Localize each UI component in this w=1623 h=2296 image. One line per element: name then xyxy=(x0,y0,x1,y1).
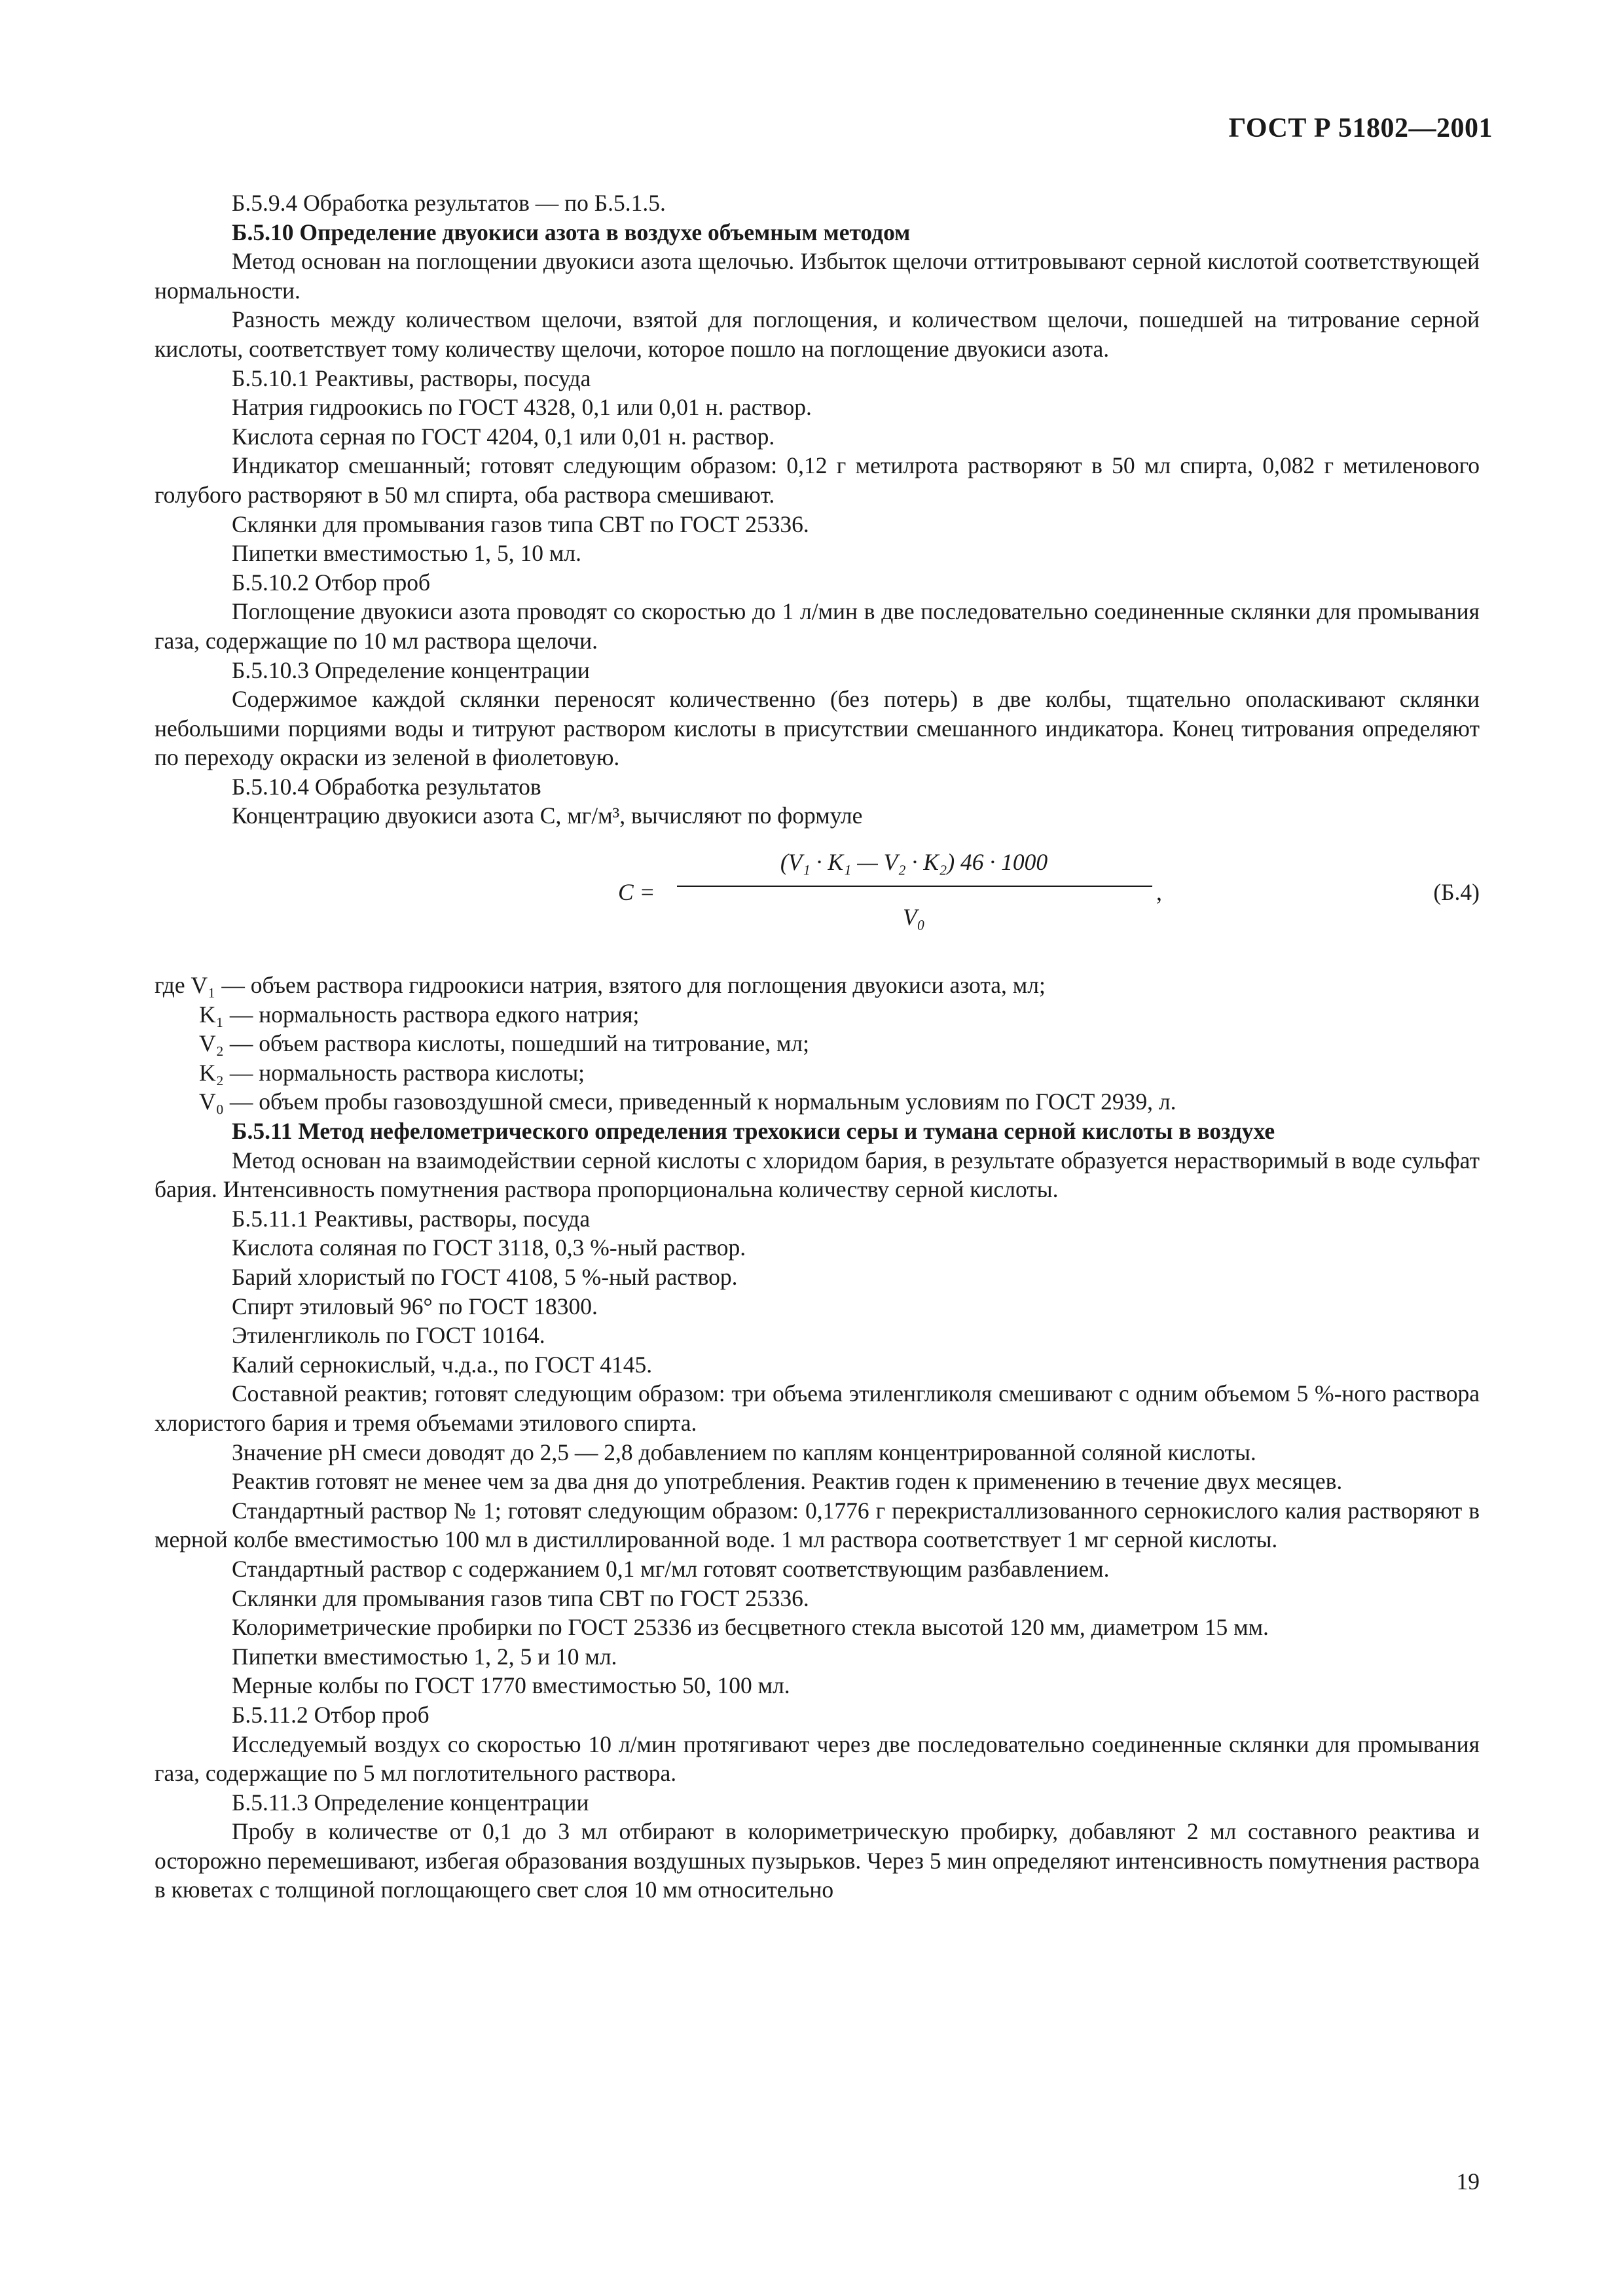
paragraph: Спирт этиловый 96° по ГОСТ 18300. xyxy=(232,1293,598,1319)
paragraph: Стандартный раствор с содержанием 0,1 мг/мл готовят соответствующим разбавлением. xyxy=(232,1555,1110,1582)
paragraph: Разность между количеством щелочи, взятой для поглощения, и количеством щелочи, пошедшей на титрование серной кислоты, соответствует тому количеству щелочи, которое пошло на поглощение двуокиси азота. xyxy=(155,306,1480,362)
paragraph: Колориметрические пробирки по ГОСТ 25336 из бесцветного стекла высотой 120 мм, диаметром 15 мм. xyxy=(232,1614,1269,1641)
paragraph: Индикатор смешанный; готовят следующим образом: 0,12 г метилрота растворяют в 50 мл спирта, 0,082 г метиленового голубого растворяют в 50 мл спирта, оба раствора смешивают. xyxy=(155,452,1480,508)
paragraph: Б.5.10.2 Отбор проб xyxy=(232,569,431,596)
paragraph: Пипетки вместимостью 1, 2, 5 и 10 мл. xyxy=(232,1643,617,1670)
paragraph: Поглощение двуокиси азота проводят со скоростью до 1 л/мин в две последовательно соединенные склянки для промывания газа, содержащие по 10 мл раствора щелочи. xyxy=(155,598,1480,654)
paragraph: Б.5.10.1 Реактивы, растворы, посуда xyxy=(232,365,591,391)
section-heading: Б.5.11 Метод нефелометрического определения трехокиси серы и тумана серной кислоты в воздухе xyxy=(232,1118,1275,1145)
formula-b4 xyxy=(155,840,1480,963)
fraction-bar xyxy=(677,886,1152,887)
paragraph: Стандартный раствор № 1; готовят следующим образом: 0,1776 г перекристаллизованного сернокислого калия растворяют в мерной колбе вместимостью 100 мл в дистиллированной воде. 1 мл раствора соответствует 1 мг серной кислоты. xyxy=(155,1497,1480,1553)
legend-item: где V₁ — объем раствора гидроокиси натрия, взятого для поглощения двуокиси азота, мл; xyxy=(155,972,1046,999)
paragraph: Барий хлористый по ГОСТ 4108, 5 %-ный раствор. xyxy=(232,1264,738,1290)
paragraph: Концентрацию двуокиси азота C, мг/м³, вычисляют по формуле xyxy=(232,802,863,829)
paragraph: Б.5.9.4 Обработка результатов — по Б.5.1.5. xyxy=(232,190,666,216)
paragraph: Реактив готовят не менее чем за два дня до употребления. Реактив годен к применению в течение двух месяцев. xyxy=(232,1468,1343,1495)
paragraph: Исследуемый воздух со скоростью 10 л/мин протягивают через две последовательно соединенные склянки для промывания газа, содержащие по 5 мл поглотительного раствора. xyxy=(155,1731,1480,1787)
paragraph: Метод основан на взаимодействии серной кислоты с хлоридом бария, в результате образуется нерастворимый в воде сульфат бария. Интенсивность помутнения раствора пропорциональна количеству серной кислоты. xyxy=(155,1147,1480,1203)
paragraph: Пробу в количестве от 0,1 до 3 мл отбирают в колориметрическую пробирку, добавляют 2 мл составного реактива и осторожно перемешивают, избегая образования воздушных пузырьков. Через 5 мин определяют интенсивность помутнения раствора в кюветах с толщиной поглощающего свет слоя 10 мм относительно xyxy=(155,1818,1480,1903)
paragraph: Содержимое каждой склянки переносят количественно (без потерь) в две колбы, тщательно ополаскивают склянки небольшими порциями воды и титруют раствором кислоты в присутствии смешанного индикатора. Конец титрования определяют по переходу окраски из зеленой в фиолетовую. xyxy=(155,686,1480,771)
paragraph: Б.5.11.2 Отбор проб xyxy=(232,1701,429,1728)
paragraph: Б.5.11.3 Определение концентрации xyxy=(232,1789,589,1816)
paragraph: Этиленгликоль по ГОСТ 10164. xyxy=(232,1322,545,1349)
section-heading: Б.5.10 Определение двуокиси азота в воздухе объемным методом xyxy=(232,219,911,245)
section-b-5-10 xyxy=(155,188,1480,831)
paragraph: Б.5.10.4 Обработка результатов xyxy=(232,773,541,800)
formula-lhs: C = xyxy=(618,879,655,906)
paragraph: Пипетки вместимостью 1, 5, 10 мл. xyxy=(232,540,581,567)
legend-item: K₂ — нормальность раствора кислоты; xyxy=(199,1059,585,1086)
paragraph: Склянки для промывания газов типа СВТ по ГОСТ 25336. xyxy=(232,511,809,537)
paragraph: Кислота серная по ГОСТ 4204, 0,1 или 0,01 н. раствор. xyxy=(232,423,775,450)
paragraph: Составной реактив; готовят следующим образом: три объема этиленгликоля смешивают с одним объемом 5 %-ного раствора хлористого бария и тремя объемами этилового спирта. xyxy=(155,1380,1480,1436)
formula-denominator: V₀ xyxy=(902,904,926,931)
page-number: 19 xyxy=(1456,2168,1480,2195)
formula-comma: , xyxy=(1156,879,1162,906)
formula-number: (Б.4) xyxy=(1433,879,1480,906)
paragraph: Метод основан на поглощении двуокиси азота щелочью. Избыток щелочи оттитровывают серной кислотой соответствующей нормальности. xyxy=(155,248,1480,304)
legend-item: V₂ — объем раствора кислоты, пошедший на титрование, мл; xyxy=(199,1030,810,1057)
legend-item: V₀ — объем пробы газовоздушной смеси, приведенный к нормальным условиям по ГОСТ 2939, л. xyxy=(199,1088,1176,1115)
paragraph: Калий сернокислый, ч.д.а., по ГОСТ 4145. xyxy=(232,1351,653,1378)
paragraph: Значение pH смеси доводят до 2,5 — 2,8 добавлением по каплям концентрированной соляной кислоты. xyxy=(232,1439,1256,1465)
document-body xyxy=(155,188,1480,1905)
paragraph: Мерные колбы по ГОСТ 1770 вместимостью 50, 100 мл. xyxy=(232,1672,790,1699)
formula-numerator: (V₁ · K₁ — V₂ · K₂) 46 · 1000 xyxy=(780,849,1048,876)
legend-item: K₁ — нормальность раствора едкого натрия; xyxy=(199,1001,640,1028)
paragraph: Б.5.10.3 Определение концентрации xyxy=(232,656,590,683)
paragraph: Кислота соляная по ГОСТ 3118, 0,3 %-ный раствор. xyxy=(232,1234,746,1261)
formula-legend xyxy=(155,971,1480,1117)
paragraph: Склянки для промывания газов типа СВТ по ГОСТ 25336. xyxy=(232,1585,809,1611)
paragraph: Натрия гидроокись по ГОСТ 4328, 0,1 или 0,01 н. раствор. xyxy=(232,394,812,421)
paragraph: Б.5.11.1 Реактивы, растворы, посуда xyxy=(232,1205,591,1232)
section-b-5-11 xyxy=(155,1117,1480,1905)
document-code-header: ГОСТ Р 51802—2001 xyxy=(1228,113,1493,143)
